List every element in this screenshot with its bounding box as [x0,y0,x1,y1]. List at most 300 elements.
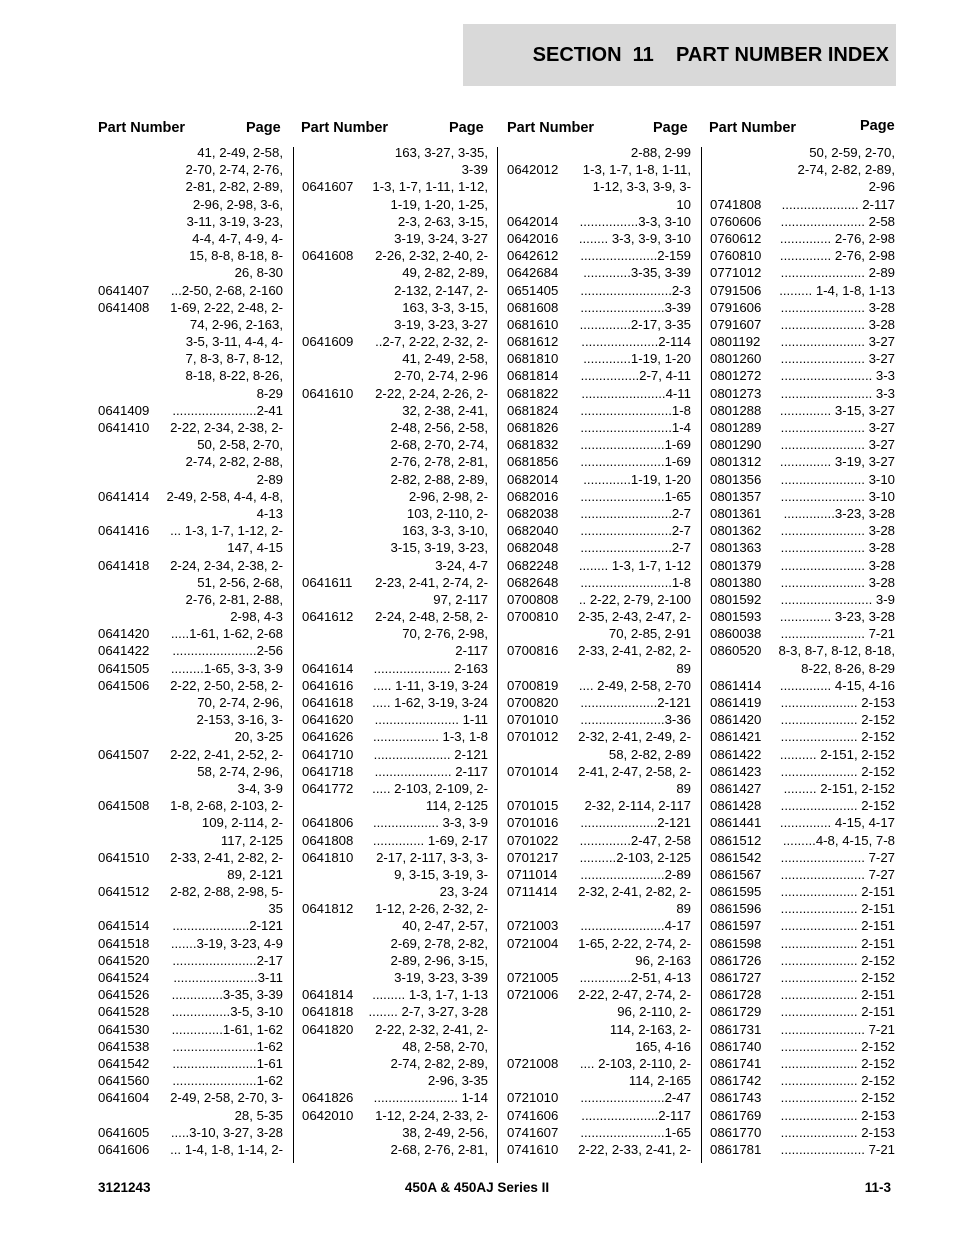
page-references [366,574,488,608]
index-entry [710,832,895,849]
index-entry [507,832,691,849]
index-entry [710,917,895,934]
index-entry [507,711,691,728]
page-reference-line: ..............2-47, 2-58 [579,832,691,848]
index-entry [98,677,283,746]
page-reference-line: ......... 2-151, 2-152 [783,780,895,796]
page-references [774,952,895,969]
page-reference-line: 50, 2-58, 2-70, [197,437,283,453]
part-number: 0700820 [507,695,559,710]
page-references [774,763,895,780]
page-reference-line: ..................... 2-151 [780,987,895,1003]
page-references [774,1072,895,1089]
page-reference-line: 8-18, 8-22, 8-26, [185,368,283,384]
page-references [774,969,895,986]
part-number: 0641514 [98,918,150,934]
part-number: 0641612 [302,609,354,625]
page-reference-line: 2-76, 2-81, 2-88, [185,591,283,607]
index-entry [507,1107,691,1124]
part-number-heading: Part Number [301,120,389,136]
part-number: 0681810 [507,351,559,367]
page-references [571,539,691,556]
page-reference-line: ......................... 3-9 [780,591,895,607]
index-entry [302,694,488,711]
page-references [162,282,283,299]
page-reference-line: 2-82, 2-88, 2-89, [390,471,488,487]
index-entry [302,1107,488,1159]
page-reference-line: 7, 8-3, 8-7, 8-12, [185,351,283,367]
page-reference-line: ..............2-17, 3-35 [579,316,691,332]
page-reference-line: ... 1-4, 1-8, 1-14, 2- [170,1141,283,1157]
page-references [162,557,283,626]
page-references [774,917,895,934]
page-reference-line: 2-89 [256,471,283,487]
index-entry [507,814,691,831]
page-references [571,935,691,969]
page-references [162,917,283,934]
part-number: 0701010 [507,712,559,728]
part-number: 0801312 [710,454,762,470]
page-references [571,591,691,608]
part-number: 0641616 [302,677,354,693]
page-reference-line: 48, 2-58, 2-70, [402,1038,488,1054]
page-references [366,780,488,814]
index-entry [710,866,895,883]
page-heading: Page [860,118,895,134]
part-number: 0861421 [710,729,762,745]
index-entry [507,539,691,556]
index-entry [710,522,895,539]
page-reference-line: 2-153, 3-16, 3- [196,712,283,728]
index-entry [507,299,691,316]
index-entry [710,144,895,196]
page-reference-line: ..................... 2-153 [780,1124,895,1140]
page-reference-line: ....................... 3-28 [780,299,895,315]
index-entry [710,1124,895,1141]
part-number: 0651405 [507,282,559,298]
page-references [366,711,488,728]
page-reference-line: 20, 3-25 [234,729,283,745]
page-references [366,814,488,831]
page-references [162,1124,283,1141]
part-number: 0681608 [507,299,559,315]
page-references [366,986,488,1003]
part-number: 0861740 [710,1038,762,1054]
part-number: 0861597 [710,918,762,934]
part-number: 0641507 [98,746,150,762]
page-reference-line: 2-96, 3-35 [427,1073,488,1089]
index-entry [302,746,488,763]
index-entry [710,625,895,642]
page-references [774,1003,895,1020]
part-number: 0641710 [302,746,354,762]
part-number: 0701012 [507,729,559,745]
part-number: 0711414 [507,884,558,900]
index-entry [507,557,691,574]
column-divider [497,147,498,1163]
part-number: 0641611 [302,574,353,590]
page-reference-line: 70, 2-85, 2-91 [608,626,691,642]
part-number: 0861512 [710,832,762,848]
page-references [774,574,895,591]
part-number: 0641512 [98,884,150,900]
part-number: 0861420 [710,712,762,728]
page-references [774,694,895,711]
page-reference-line: 89, 2-121 [227,866,283,882]
page-references [571,1124,691,1141]
page-references [571,711,691,728]
index-entry [302,144,488,178]
page-reference-line: ..................... 2-152 [780,729,895,745]
page-reference-line: ....................... 3-10 [780,471,895,487]
page-reference-line: ................3-5, 3-10 [171,1004,283,1020]
page-reference-line: 70, 2-74, 2-96, [197,695,283,710]
part-number: 0641604 [98,1090,150,1106]
part-number: 0861423 [710,763,762,779]
part-number: 0801273 [710,385,762,401]
part-number: 0801272 [710,368,762,384]
index-column [507,144,691,1158]
page-reference-line: .........................1-8 [580,574,691,590]
index-entry [507,264,691,281]
page-reference-line: 10 [676,196,691,212]
index-entry [507,574,691,591]
part-number: 0641418 [98,557,150,573]
page-reference-line: 2-22, 2-34, 2-38, 2- [170,420,283,435]
page-reference-line: .....................2-114 [581,334,691,350]
page-reference-line: 2-76, 2-78, 2-81, [390,454,488,470]
part-number: 0641620 [302,712,354,728]
page-reference-line: ..................... 2-117 [374,763,488,779]
page-reference-line: 2-22, 2-24, 2-26, 2- [375,385,488,401]
part-number: 0641609 [302,334,354,350]
page-reference-line: 3-5, 3-11, 4-4, 4- [185,334,283,350]
page-references [571,505,691,522]
page-reference-line: .....1-61, 1-62, 2-68 [170,626,283,642]
page-references [366,385,488,574]
index-entry [710,1021,895,1038]
page-references [774,333,895,350]
index-entry [98,952,283,969]
page-reference-line: .............. 2-76, 2-98 [779,248,895,264]
part-number: 0861419 [710,695,762,710]
part-number: 0681826 [507,420,559,435]
part-number: 0861781 [710,1141,762,1157]
page-reference-line: .......................4-17 [580,918,691,934]
part-number: 0861428 [710,798,762,814]
page-reference-line: .................. 3-3, 3-9 [372,815,488,831]
page-references [774,935,895,952]
page-references [366,900,488,986]
page-references [162,625,283,642]
page-reference-line: .......................4-11 [581,385,691,401]
page-reference-line: ....................... 1-14 [373,1090,488,1106]
page-references [571,728,691,762]
page-reference-line: ..................... 2-152 [780,970,895,985]
page-references [571,299,691,316]
page-heading: Page [449,120,484,136]
part-number: 0641626 [302,729,354,745]
index-entry [507,161,691,213]
page-reference-line: 1-65, 2-22, 2-74, 2- [578,935,691,951]
part-number: 0641560 [98,1073,150,1089]
index-entry [710,883,895,900]
page-reference-line: .......................3-39 [580,299,691,315]
page-references [162,935,283,952]
index-entry [507,333,691,350]
index-entry [302,728,488,745]
part-number: 0682048 [507,540,559,556]
page-reference-line: ....................... 7-27 [780,849,895,865]
index-entry [710,935,895,952]
page-references [774,1021,895,1038]
page-reference-line: 1-12, 2-24, 2-33, 2- [375,1107,488,1123]
index-entry [98,1072,283,1089]
page-reference-line: 2-22, 2-47, 2-74, 2- [578,987,691,1003]
page-references [366,333,488,385]
part-number: 0791506 [710,282,762,298]
page-reference-line: ........ 1-3, 1-7, 1-12 [578,557,691,573]
page-references [366,608,488,660]
page-references [162,299,283,402]
page-references [366,694,488,711]
part-number: 0641806 [302,815,354,831]
index-entry [507,144,691,161]
page-reference-line: .....................2-121 [580,815,691,831]
page-references [774,677,895,694]
page-reference-line: 3-39 [461,162,488,178]
page-reference-line: 8-3, 8-7, 8-12, 8-18, [778,643,895,659]
series-name: 450A & 450AJ Series II [404,1180,550,1195]
part-number: 0641818 [302,1004,354,1020]
page-reference-line: 2-132, 2-147, 2- [394,282,488,298]
page-references [774,522,895,539]
index-entry [507,677,691,694]
part-number: 0801289 [710,420,762,435]
index-entry [710,213,895,230]
index-entry [507,282,691,299]
page-reference-line: .......3-19, 3-23, 4-9 [170,935,283,951]
page-reference-line: .........................1-4 [580,420,691,435]
page-references [571,144,691,161]
index-entry [710,986,895,1003]
page-references [162,952,283,969]
page-reference-line: ..................... 2-152 [780,1073,895,1089]
index-entry [302,574,488,608]
page-references [162,642,283,659]
page-reference-line: .......................1-69 [580,454,691,470]
part-number: 0642010 [302,1107,354,1123]
page-reference-line: ..................... 2-152 [780,763,895,779]
part-number: 0681832 [507,437,559,453]
page-reference-line: 165, 4-16 [635,1038,691,1054]
part-number: 0861567 [710,866,762,882]
part-number: 0791607 [710,316,762,332]
page-reference-line: ......... 1-4, 1-8, 1-13 [779,282,895,298]
index-entry [98,488,283,522]
part-number: 0682038 [507,505,559,521]
page-references [571,883,691,917]
page-references [774,453,895,470]
page-references [774,1038,895,1055]
page-reference-line: .................. 1-3, 1-8 [372,729,488,745]
page-reference-line: 3-11, 3-19, 3-23, [186,213,283,229]
part-number: 0760810 [710,248,762,264]
page-reference-line: .......................2-41 [172,402,283,418]
index-entry [710,1055,895,1072]
index-entry [710,797,895,814]
page-references [366,178,488,247]
part-number: 0641814 [302,987,354,1003]
index-entry [98,797,283,849]
part-number: 0741610 [507,1141,559,1157]
index-entry [710,746,895,763]
page-reference-line: ... 1-3, 1-7, 1-12, 2- [170,523,283,539]
page-reference-line: .........1-65, 3-3, 3-9 [170,660,283,676]
part-number: 0641408 [98,299,150,315]
page-references [774,367,895,384]
page-reference-line: 2-49, 2-58, 2-70, 3- [170,1090,283,1106]
page-references [774,866,895,883]
document-number: 3121243 [98,1180,151,1195]
part-number: 0741606 [507,1107,559,1123]
index-entry [302,780,488,814]
part-number: 0861414 [710,677,762,693]
page-reference-line: 9, 3-15, 3-19, 3- [394,866,488,882]
page-reference-line: 2-70, 2-74, 2-96 [394,368,488,384]
part-number: 0701014 [507,763,559,779]
part-number: 0641510 [98,849,150,865]
page-reference-line: 3-19, 3-24, 3-27 [394,230,488,246]
part-number: 0682040 [507,523,559,539]
page-references [162,1003,283,1020]
part-number: 0860038 [710,626,762,642]
page-references [366,849,488,901]
page-reference-line: .............. 3-23, 3-28 [779,609,895,625]
index-entry [710,505,895,522]
index-entry [710,282,895,299]
page-references [366,1021,488,1090]
page-references [366,1003,488,1020]
page-references [162,1141,283,1158]
page-reference-line: 70, 2-76, 2-98, [402,626,488,642]
part-number: 0801288 [710,402,762,418]
part-number-heading: Part Number [98,120,186,136]
part-number: 0701015 [507,798,559,814]
part-number: 0641605 [98,1124,150,1140]
page-references [774,196,895,213]
page-reference-line: 1-12, 3-3, 3-9, 3- [592,179,691,195]
page-reference-line: ................3-3, 3-10 [579,213,691,229]
page-reference-line: 2-33, 2-41, 2-82, 2- [170,849,283,865]
part-number: 0860520 [710,643,762,659]
part-number: 0701016 [507,815,559,831]
page-reference-line: ......................... 3-3 [780,368,895,384]
part-number: 0642012 [507,162,559,178]
page-references [774,1141,895,1158]
index-entry [302,608,488,660]
page-references [571,797,691,814]
page-references [774,1124,895,1141]
page-reference-line: 38, 2-49, 2-56, [402,1124,488,1140]
page-reference-line: .......................1-62 [172,1038,283,1054]
part-number: 0801593 [710,609,762,625]
page-reference-line: ........ 3-3, 3-9, 3-10 [578,230,691,246]
index-entry [507,316,691,333]
part-number: 0641518 [98,935,150,951]
page-reference-line: ..................... 2-152 [780,1055,895,1071]
index-entry [98,849,283,883]
page-references [571,832,691,849]
part-number: 0861542 [710,849,762,865]
page-references [571,763,691,797]
part-number: 0801192 [710,334,761,350]
page-reference-line: .............3-35, 3-39 [583,265,691,281]
index-entry [710,453,895,470]
index-entry [710,900,895,917]
page-reference-line: ......... 1-3, 1-7, 1-13 [372,987,488,1003]
index-entry [98,883,283,917]
page-reference-line: 2-49, 2-58, 4-4, 4-8, [166,488,283,504]
page-references [162,488,283,522]
part-number: 0721005 [507,970,559,985]
index-entry [710,1072,895,1089]
page-reference-line: ..................... 2-151 [780,935,895,951]
page-reference-line: .............. 3-15, 3-27 [779,402,895,418]
page-reference-line: ....................... 3-28 [780,523,895,539]
page-reference-line: 58, 2-74, 2-96, [197,763,283,779]
page-reference-line: .......................2-56 [172,643,283,659]
page-reference-line: ..................... 2-152 [780,1090,895,1106]
index-entry [98,746,283,798]
page-references [571,213,691,230]
page-reference-line: 2-26, 2-32, 2-40, 2- [375,248,488,264]
page-reference-line: ........ 2-7, 3-27, 3-28 [368,1004,488,1020]
index-entry [710,574,895,591]
part-number: 0641505 [98,660,150,676]
index-entry [710,728,895,745]
part-number: 0741607 [507,1124,559,1140]
index-entry [507,763,691,797]
index-entry [710,333,895,350]
page-references [571,694,691,711]
page-reference-line: 23, 3-24 [439,884,488,900]
page-references [774,144,895,196]
page-reference-line: 8-29 [256,385,283,401]
page-reference-line: .............. 1-69, 2-17 [372,832,488,848]
page-reference-line: .........................1-8 [580,402,691,418]
index-entry [710,557,895,574]
page-reference-line: 163, 3-3, 3-15, [402,299,488,315]
index-entry [507,849,691,866]
page-reference-line: .......................2-47 [580,1090,691,1106]
index-entry [98,917,283,934]
index-entry [98,625,283,642]
page-reference-line: 1-8, 2-68, 2-103, 2- [170,798,283,814]
index-entry [302,849,488,901]
page-reference-line: 89 [676,780,691,796]
index-entry [710,402,895,419]
part-number: 0641608 [302,248,354,264]
page-reference-line: .............. 4-15, 4-16 [779,677,895,693]
index-entry [710,711,895,728]
page-references [774,350,895,367]
page-reference-line: ..................... 2-163 [373,660,488,676]
page-reference-line: ..................... 2-152 [780,712,895,728]
page-reference-line: ..................... 2-152 [780,1038,895,1054]
page-reference-line: .......................1-65 [580,488,691,504]
page-references [571,557,691,574]
